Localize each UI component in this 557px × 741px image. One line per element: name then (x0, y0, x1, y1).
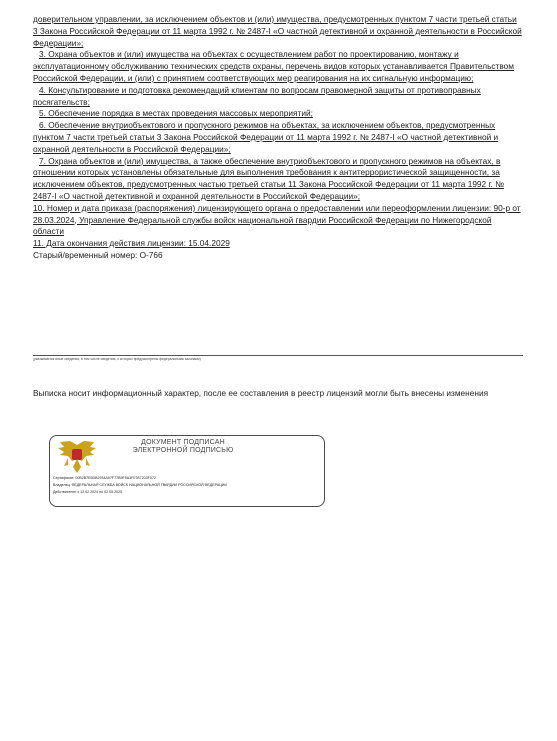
order-info: 10. Номер и дата приказа (распоряжения) лицензирующего органа о предоставлении или переоформлении лицензии: 90-р от 28.03.2024, Управление Федеральной службы войск национальной гвардии Российской Федерации по Нижегородской области (33, 202, 521, 237)
activity-paragraph: 3. Охрана объектов и (или) имущества на объектах с осуществлением работ по проектированию, монтажу и эксплуатационному обслуживанию технических средств охраны, перечень видов которых устанавливается Правительством Российской Федерации, и (или) с принятием соответствующих мер реагирования на их сигнальную информацию; (33, 49, 514, 83)
license-extract-body (33, 14, 523, 262)
informational-note: Выписка носит информационный характер, после ее составления в реестр лицензий могли быть внесены изменения (33, 388, 489, 398)
footnote: (указываются иные сведения, в том числе сведения, о которых предусмотрены федеральными законами) (33, 357, 201, 361)
electronic-signature-stamp (49, 435, 325, 507)
double-headed-eagle-icon (56, 439, 98, 475)
activity-paragraph: 4. Консультирование и подготовка рекомендаций клиентам по вопросам правомерной защиты от противоправных посягательств; (33, 84, 481, 107)
activity-paragraph: 6. Обеспечение внутриобъектового и пропускного режимов на объектах, за исключением объектов, предусмотренных пунктом 7 части третьей статьи 3 Закона Российской Федерации от 11 марта 1992 г. № 2487-I «О частной детективной и охранной деятельности в Российской Федерации»; (33, 120, 499, 154)
certificate-validity: Действителен с 12.02.2024 по 02.05.2025 (53, 490, 123, 494)
certificate-owner: Владелец: ФЕДЕРАЛЬНАЯ СЛУЖБА ВОЙСК НАЦИОНАЛЬНОЙ ГВАРДИИ РОССИЙСКОЙ ФЕДЕРАЦИИ (53, 483, 227, 487)
divider (33, 355, 523, 356)
activity-paragraph: 5. Обеспечение порядка в местах проведения массовых мероприятий; (39, 108, 313, 119)
activity-paragraph: доверительном управлении, за исключением объектов и (или) имущества, предусмотренных пунктом 7 части третьей статьи 3 Закона Российской Федерации от 11 марта 1992 г. № 2487-I «О частной детективной и охранной деятельности в Российской Федерации»; (33, 14, 522, 48)
activity-paragraph: 7. Охрана объектов и (или) имущества, а также обеспечение внутриобъектового и пропускного режимов на объектах, в отношении которых установлены обязательные для выполнения требования к антитеррористической защищенности, за исключением объектов, предусмотренных частью третьей статьи 11 Закона Российской Федерации от 11 марта 1992 г. № 2487-I «О частной детективной и охранной деятельности в Российской Федерации»; (33, 155, 504, 201)
old-number: Старый/временный номер: О-766 (33, 249, 163, 260)
certificate-number: Сертификат: 00B2B7E5DB2934A97F77B9F9A3F07B7203F072 (53, 476, 156, 480)
expiry-info: 11. Дата окончания действия лицензии: 15.04.2029 (33, 238, 230, 249)
stamp-title: ДОКУМЕНТ ПОДПИСАН ЭЛЕКТРОННОЙ ПОДПИСЬЮ (132, 439, 234, 454)
